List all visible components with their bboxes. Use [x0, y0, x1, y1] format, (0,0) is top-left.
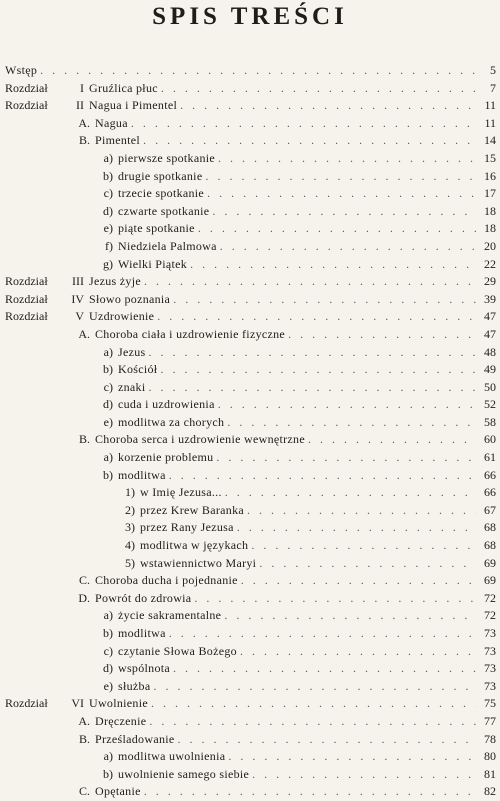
entry-number: 3)	[125, 520, 135, 535]
page-number: 49	[484, 362, 496, 377]
entry-title: Powrót do zdrowia	[95, 590, 194, 608]
toc-row	[0, 555, 500, 573]
dot-leader	[169, 467, 476, 485]
page-number: 18	[484, 203, 496, 218]
dot-leader	[288, 326, 476, 344]
entry-number: A.	[78, 326, 90, 341]
toc-row	[0, 115, 500, 133]
entry-title: Wstęp	[5, 62, 40, 80]
entry-title: w Imię Jezusa...	[140, 484, 225, 502]
entry-title: Nagua	[95, 115, 131, 133]
dot-leader	[157, 308, 476, 326]
entry-number: a)	[103, 608, 113, 623]
dot-leader	[220, 238, 476, 256]
dot-leader	[218, 150, 476, 168]
page-number: 61	[484, 450, 496, 465]
dot-leader	[149, 713, 476, 731]
toc-row	[0, 572, 500, 590]
toc-row	[0, 344, 500, 362]
entry-title: czytanie Słowa Bożego	[118, 643, 240, 661]
dot-leader	[173, 291, 476, 309]
page-number: 50	[484, 379, 496, 394]
page-number: 15	[484, 150, 496, 165]
chapter-label: Rozdział	[5, 291, 48, 306]
dot-leader	[207, 185, 476, 203]
entry-number: 2)	[125, 502, 135, 517]
toc-row	[0, 502, 500, 520]
toc-row	[0, 326, 500, 344]
entry-number: d)	[103, 397, 113, 412]
page-number: 77	[484, 713, 496, 728]
page-number: 16	[484, 168, 496, 183]
dot-leader	[151, 695, 476, 713]
chapter-label: Rozdział	[5, 274, 48, 289]
entry-number: IV	[71, 291, 84, 306]
dot-leader	[194, 590, 476, 608]
toc-row	[0, 590, 500, 608]
entry-number: B.	[78, 432, 90, 447]
page-number: 73	[484, 661, 496, 676]
dot-leader	[143, 132, 476, 150]
entry-title: modlitwa w językach	[140, 537, 251, 555]
toc-row	[0, 519, 500, 537]
entry-number: d)	[103, 661, 113, 676]
entry-number: A.	[78, 115, 90, 130]
entry-number: D.	[78, 590, 90, 605]
entry-title: modlitwa uwolnienia	[118, 748, 228, 766]
page-number: 11	[484, 115, 496, 130]
page-number: 14	[484, 133, 496, 148]
entry-number: V	[75, 309, 84, 324]
dot-leader	[252, 766, 476, 784]
entry-title: piąte spotkanie	[118, 220, 198, 238]
entry-title: Niedziela Palmowa	[118, 238, 220, 256]
dot-leader	[228, 748, 476, 766]
entry-title: korzenie problemu	[118, 449, 216, 467]
entry-number: B.	[78, 731, 90, 746]
page-number: 75	[484, 696, 496, 711]
page-number: 17	[484, 186, 496, 201]
entry-number: e)	[103, 221, 113, 236]
page-number: 20	[484, 238, 496, 253]
entry-title: Uzdrowienie	[89, 308, 157, 326]
toc-row	[0, 220, 500, 238]
page-number: 69	[484, 573, 496, 588]
entry-number: VI	[71, 696, 84, 711]
entry-number: III	[72, 274, 84, 289]
entry-title: modlitwa	[118, 467, 169, 485]
dot-leader	[149, 379, 477, 397]
page-number: 66	[484, 485, 496, 500]
entry-title: Jezus	[118, 344, 149, 362]
toc-row	[0, 80, 500, 98]
entry-number: d)	[103, 203, 113, 218]
page-number: 18	[484, 221, 496, 236]
toc-row	[0, 291, 500, 309]
dot-leader	[144, 273, 476, 291]
entry-title: Opętanie	[95, 783, 144, 801]
entry-title: służba	[118, 678, 153, 696]
entry-number: C.	[78, 573, 90, 588]
page-number: 69	[484, 555, 496, 570]
toc-row	[0, 625, 500, 643]
dot-leader	[308, 431, 476, 449]
page-number: 78	[484, 731, 496, 746]
page-number: 80	[484, 749, 496, 764]
chapter-label: Rozdział	[5, 696, 48, 711]
entry-title: Choroba ducha i pojednanie	[95, 572, 241, 590]
entry-number: c)	[103, 186, 113, 201]
toc-row	[0, 713, 500, 731]
entry-title: trzecie spotkanie	[118, 185, 207, 203]
toc-row	[0, 150, 500, 168]
page-number: 11	[484, 98, 496, 113]
entry-number: II	[76, 98, 84, 113]
toc-row	[0, 643, 500, 661]
toc-row	[0, 256, 500, 274]
page-number: 22	[484, 256, 496, 271]
dot-leader	[205, 168, 476, 186]
toc-row	[0, 678, 500, 696]
dot-leader	[178, 731, 476, 749]
entry-title: wstawiennictwo Maryi	[140, 555, 259, 573]
toc-row	[0, 185, 500, 203]
page-number: 60	[484, 432, 496, 447]
toc-row	[0, 238, 500, 256]
entry-number: a)	[103, 344, 113, 359]
entry-title: uwolnienie samego siebie	[118, 766, 252, 784]
entry-number: a)	[103, 749, 113, 764]
entry-title: Prześladowanie	[95, 731, 178, 749]
page-number: 72	[484, 608, 496, 623]
dot-leader	[198, 220, 476, 238]
toc-row	[0, 748, 500, 766]
entry-number: b)	[103, 467, 113, 482]
page-number: 47	[484, 326, 496, 341]
toc-row	[0, 467, 500, 485]
dot-leader	[212, 203, 476, 221]
entry-number: I	[80, 80, 84, 95]
entry-number: a)	[103, 450, 113, 465]
dot-leader	[173, 660, 476, 678]
dot-leader	[149, 344, 477, 362]
entry-title: Jezus żyje	[89, 273, 144, 291]
toc-row	[0, 783, 500, 801]
entry-number: g)	[103, 256, 113, 271]
entry-title: cuda i uzdrowienia	[118, 396, 218, 414]
dot-leader	[218, 396, 476, 414]
entry-title: Gruźlica płuc	[89, 80, 161, 98]
toc-row	[0, 484, 500, 502]
entry-title: Nagua i Pimentel	[89, 97, 180, 115]
chapter-label: Rozdział	[5, 80, 48, 95]
page-number: 68	[484, 520, 496, 535]
dot-leader	[247, 502, 476, 520]
entry-title: Pimentel	[95, 132, 143, 150]
page-number: 39	[484, 291, 496, 306]
dot-leader	[259, 555, 476, 573]
entry-number: C.	[78, 784, 90, 799]
entry-number: a)	[103, 150, 113, 165]
toc-row	[0, 731, 500, 749]
dot-leader	[241, 572, 476, 590]
chapter-label: Rozdział	[5, 98, 48, 113]
page-number: 82	[484, 784, 496, 799]
page-number: 67	[484, 502, 496, 517]
dot-leader	[190, 256, 476, 274]
toc-row	[0, 607, 500, 625]
dot-leader	[180, 97, 476, 115]
page-number: 48	[484, 344, 496, 359]
dot-leader	[240, 643, 476, 661]
entry-number: 4)	[125, 538, 135, 553]
entry-number: b)	[103, 362, 113, 377]
toc-row	[0, 361, 500, 379]
dot-leader	[160, 361, 476, 379]
entry-number: 5)	[125, 555, 135, 570]
page-title: SPIS TREŚCI	[152, 3, 348, 30]
toc-row	[0, 431, 500, 449]
entry-title: znaki	[118, 379, 149, 397]
dot-leader	[251, 537, 476, 555]
entry-title: wspólnota	[118, 660, 173, 678]
toc-row	[0, 308, 500, 326]
entry-title: Choroba ciała i uzdrowienie fizyczne	[95, 326, 288, 344]
entry-title: drugie spotkanie	[118, 168, 205, 186]
page-number: 52	[484, 397, 496, 412]
dot-leader	[225, 484, 476, 502]
entry-title: modlitwa	[118, 625, 169, 643]
page-number: 72	[484, 590, 496, 605]
toc-row	[0, 379, 500, 397]
toc-row	[0, 695, 500, 713]
dot-leader	[169, 625, 476, 643]
page-number: 68	[484, 538, 496, 553]
entry-title: życie sakramentalne	[118, 607, 224, 625]
entry-title: modlitwa za chorych	[118, 414, 227, 432]
toc-row	[0, 168, 500, 186]
toc-row	[0, 414, 500, 432]
page-number: 29	[484, 274, 496, 289]
toc-row	[0, 97, 500, 115]
dot-leader	[237, 519, 476, 537]
entry-number: B.	[78, 133, 90, 148]
toc-row	[0, 273, 500, 291]
toc-row	[0, 660, 500, 678]
entry-title: Kościół	[118, 361, 160, 379]
dot-leader	[161, 80, 476, 98]
entry-number: c)	[103, 643, 113, 658]
page-number: 73	[484, 643, 496, 658]
page-number: 58	[484, 414, 496, 429]
entry-number: b)	[103, 626, 113, 640]
entry-title: Choroba serca i uzdrowienie wewnętrzne	[95, 431, 308, 449]
toc-row	[0, 62, 500, 80]
entry-title: Dręczenie	[95, 713, 149, 731]
entry-number: e)	[103, 678, 113, 693]
dot-leader	[216, 449, 476, 467]
toc-row	[0, 766, 500, 784]
page-number: 47	[484, 309, 496, 324]
page-number: 73	[484, 678, 496, 693]
page-number: 7	[490, 80, 496, 95]
entry-number: 1)	[125, 485, 135, 500]
entry-title: Wielki Piątek	[118, 256, 190, 274]
page-number: 73	[484, 626, 496, 640]
entry-number: e)	[103, 414, 113, 429]
entry-number: b)	[103, 766, 113, 781]
toc-row	[0, 396, 500, 414]
dot-leader	[40, 62, 476, 80]
dot-leader	[131, 115, 476, 133]
page-number: 81	[484, 766, 496, 781]
page-number: 66	[484, 467, 496, 482]
toc-row	[0, 203, 500, 221]
entry-title: pierwsze spotkanie	[118, 150, 218, 168]
toc-row	[0, 449, 500, 467]
dot-leader	[224, 607, 476, 625]
entry-number: A.	[78, 713, 90, 728]
entry-title: przez Rany Jezusa	[140, 519, 237, 537]
entry-title: czwarte spotkanie	[118, 203, 212, 221]
entry-number: c)	[103, 379, 113, 394]
dot-leader	[144, 783, 476, 801]
entry-title: Słowo poznania	[89, 291, 173, 309]
chapter-label: Rozdział	[5, 309, 48, 324]
entry-number: b)	[103, 168, 113, 183]
page-number: 5	[490, 63, 496, 77]
dot-leader	[153, 678, 476, 696]
entry-title: przez Krew Baranka	[140, 502, 247, 520]
table-of-contents	[0, 62, 500, 801]
toc-row	[0, 537, 500, 555]
entry-title: Uwolnienie	[89, 695, 151, 713]
dot-leader	[227, 414, 476, 432]
entry-number: f)	[105, 238, 113, 253]
toc-row	[0, 132, 500, 150]
